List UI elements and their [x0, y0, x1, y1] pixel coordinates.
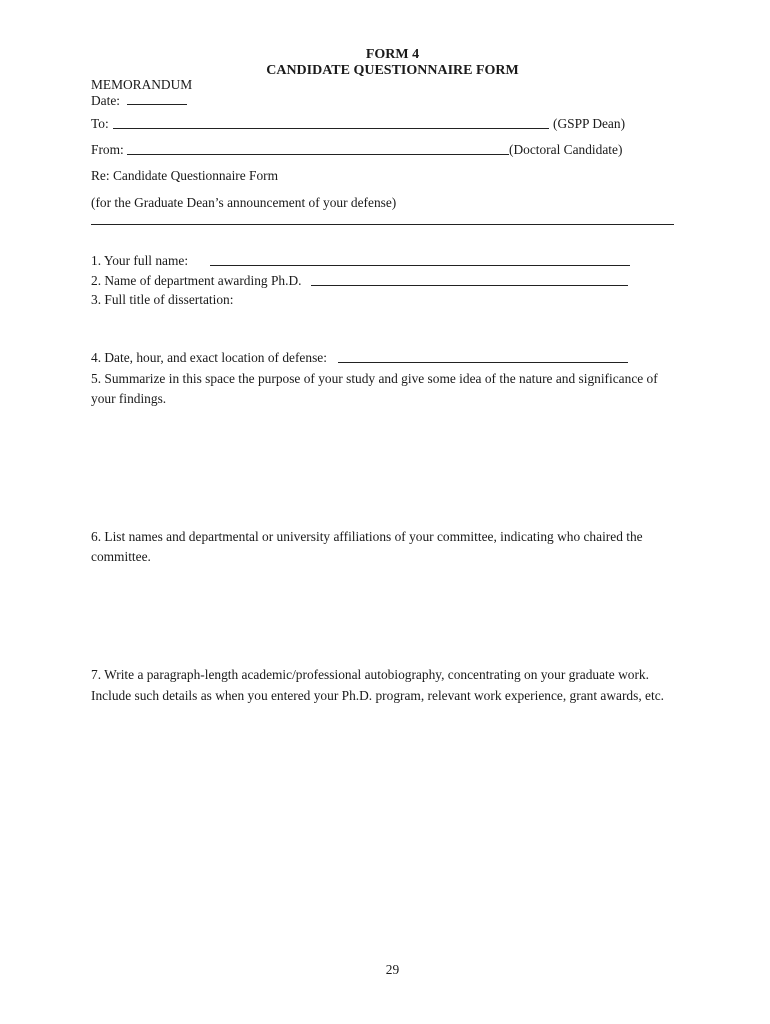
to-suffix: (GSPP Dean) — [553, 116, 626, 131]
question-6-line-2: committee. — [91, 549, 151, 564]
question-3: 3. Full title of dissertation: — [91, 292, 234, 307]
form-number: FORM 4 — [365, 47, 420, 62]
question-7-line-2: Include such details as when you entered your Ph.D. program, relevant work experience, grant awards, etc. — [91, 688, 664, 703]
question-2-blank[interactable] — [311, 285, 628, 286]
from-suffix: (Doctoral Candidate) — [509, 142, 623, 157]
question-6-line-1: 6. List names and departmental or university affiliations of your committee, indicating who chaired the — [91, 529, 643, 544]
question-5-line-2: your findings. — [91, 391, 167, 406]
question-1: 1. Your full name: — [91, 253, 189, 268]
purpose-blank[interactable] — [91, 224, 674, 225]
page-number: 29 — [385, 962, 400, 977]
date-blank[interactable] — [127, 92, 187, 105]
question-4-blank[interactable] — [338, 362, 628, 363]
re-line: Re: Candidate Questionnaire Form — [91, 168, 279, 183]
from-blank[interactable] — [127, 154, 509, 155]
question-7-line-1: 7. Write a paragraph-length academic/professional autobiography, concentrating on your graduate work. — [91, 667, 649, 682]
from-label: From: — [91, 142, 124, 157]
to-label: To: — [91, 116, 109, 131]
purpose-note: (for the Graduate Dean’s announcement of your defense) — [91, 195, 397, 210]
to-blank[interactable] — [113, 128, 549, 129]
question-1-blank[interactable] — [210, 265, 630, 266]
date-label: Date: — [91, 93, 120, 108]
date-field — [91, 92, 187, 109]
form-title: CANDIDATE QUESTIONNAIRE FORM — [266, 63, 519, 78]
question-5-line-1: 5. Summarize in this space the purpose of your study and give some idea of the nature and significance of — [91, 371, 658, 386]
memorandum-label: MEMORANDUM — [91, 77, 193, 92]
question-4: 4. Date, hour, and exact location of defense: — [91, 350, 327, 365]
question-2: 2. Name of department awarding Ph.D. — [91, 273, 302, 288]
